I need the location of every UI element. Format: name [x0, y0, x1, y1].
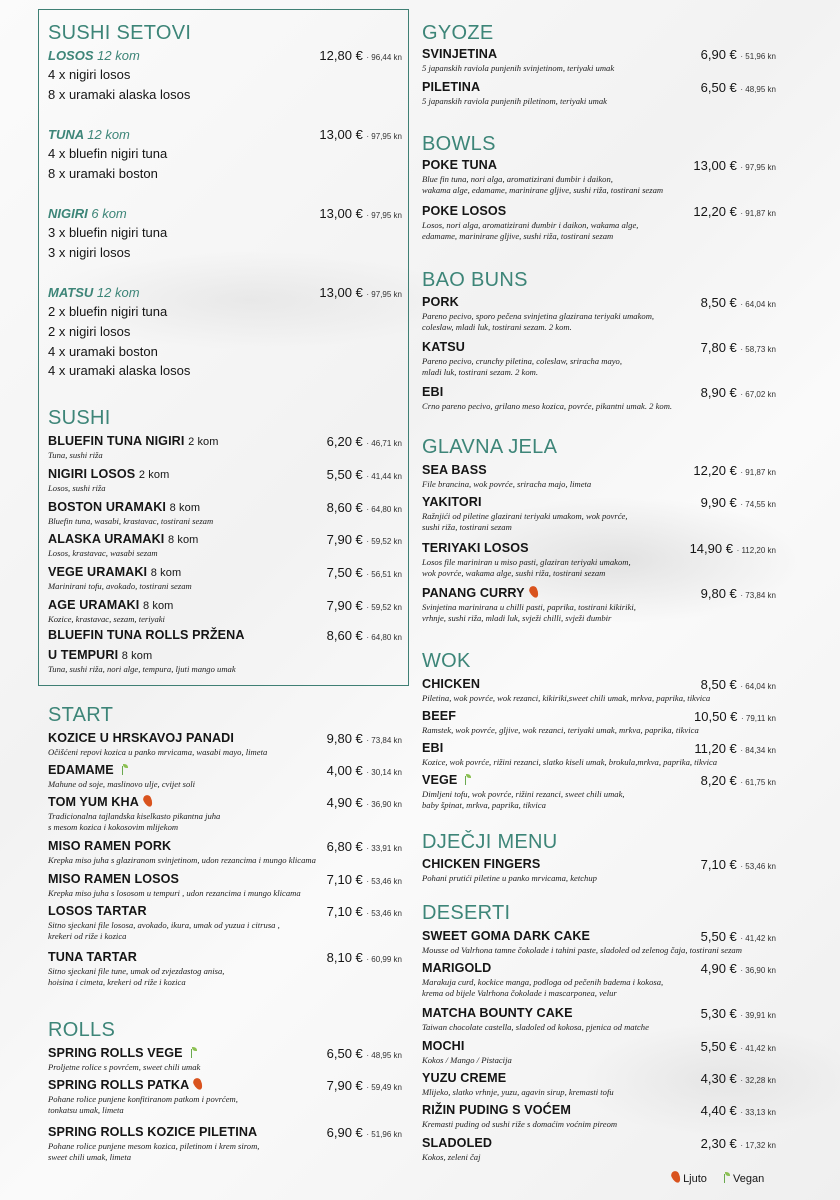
item-description: Ražnjići od piletine glazirani teriyaki umakom, wok povrće, sushi riža, tostirani sezam	[422, 511, 628, 532]
item-name: POKE TUNA	[422, 158, 498, 172]
item-description: Kokos, zeleni čaj	[422, 1152, 481, 1162]
item-description: Tuna, sushi riža, nori alge, tempura, ljuti mango umak	[48, 664, 236, 674]
item-name: PILETINA	[422, 80, 481, 94]
item-name: BEEF	[422, 709, 456, 723]
menu-item	[48, 872, 402, 898]
menu-item	[48, 434, 402, 460]
item-description: Kozice, krastavac, sezam, teriyaki	[48, 614, 165, 624]
menu-item	[422, 340, 776, 376]
price: 2,30 € · 17,32 kn	[700, 1136, 776, 1151]
menu-item	[422, 586, 776, 622]
price: 8,60 € · 64,80 kn	[326, 628, 402, 643]
item-description: Blue fin tuna, nori alga, aromatizirani đumbir i daikon, wakama alge, edamame, marinirane gljive, sushi riža, tostirani sezam	[422, 174, 664, 195]
item-description: Tradicionalna tajlandska kiselkasto pikantna juha s mesom kozica i kokosovim mlijekom	[48, 811, 221, 832]
item-name: SEA BASS	[422, 463, 487, 477]
item-name: CHICKEN FINGERS	[422, 857, 541, 871]
item-description: Mlijeko, slatko vrhnje, yuzu, agavin sirup, kremasti tofu	[422, 1087, 614, 1097]
price: 6,20 € · 46,71 kn	[326, 434, 402, 449]
item-name: AGE URAMAKI 8 kom	[48, 598, 174, 612]
price: 7,90 € · 59,52 kn	[326, 598, 402, 613]
set-name: TUNA 12 kom	[48, 127, 130, 142]
item-name: BLUEFIN TUNA ROLLS PRŽENA	[48, 628, 245, 642]
item-description: Losos file mariniran u miso pasti, glaziran teriyaki umakom, wok povrće, wakama alge, sushi riža, tostirani sezam	[422, 557, 631, 578]
price: 6,90 € · 51,96 kn	[326, 1125, 402, 1140]
item-description: Bluefin tuna, wasabi, krastavac, tostirani sezam	[48, 516, 214, 526]
item-description: Svinjetina marinirana u chilli pasti, paprika, tostirani kikiriki, vrhnje, sushi riža, mladi luk, svježi chilli, svježi đumbir	[422, 602, 636, 623]
item-description: Taiwan chocolate castella, sladoled od kokosa, pjenica od matche	[422, 1022, 649, 1032]
right-column	[422, 0, 776, 1200]
item-name: SLADOLED	[422, 1136, 493, 1150]
price: 13,00 € · 97,95 kn	[693, 158, 776, 173]
chili-icon	[192, 1077, 204, 1091]
menu-item	[48, 731, 402, 757]
price: 8,10 € · 60,99 kn	[326, 950, 402, 965]
item-description: Pohani prutići piletine u panko mrvicama, ketchup	[422, 873, 597, 883]
legend-vegan-label: Vegan	[733, 1173, 765, 1185]
item-name: EDAMAME	[48, 763, 128, 777]
menu-item	[422, 1136, 776, 1162]
price: 12,20 € · 91,87 kn	[693, 463, 776, 478]
set-item-matsu	[48, 285, 402, 385]
section-title-glavna-jela: GLAVNA JELA	[422, 436, 558, 458]
section-title-wok: WOK	[422, 650, 471, 672]
price: 12,20 € · 91,87 kn	[693, 204, 776, 219]
menu-item	[48, 1078, 402, 1114]
section-title-bao-buns: BAO BUNS	[422, 269, 528, 291]
price: 6,50 € · 48,95 kn	[700, 80, 776, 95]
item-name: SPRING ROLLS PATKA	[48, 1078, 202, 1092]
set-name: MATSU 12 kom	[48, 285, 140, 300]
price: 13,00 € · 97,95 kn	[319, 285, 402, 300]
item-description: Krepka miso juha s glaziranom svinjetinom, udon rezancima i mungo klicama	[48, 855, 316, 865]
set-line: 3 x bluefin nigiri tuna	[48, 225, 168, 240]
item-description: Marakuja curd, kockice manga, podloga od pečenih badema i kokosa, krema od bijele Valrhona čokolade i mascarponea, velur	[422, 977, 664, 998]
item-description: Sitno sjeckani file lososa, avokado, ikura, umak od yuzua i citrusa , krekeri od riže i kozica	[48, 920, 280, 941]
item-description: Proljetne rolice s povrćem, sweet chili umak	[48, 1062, 201, 1072]
menu-item	[48, 950, 402, 986]
item-description: Pareno pecivo, sporo pečena svinjetina glazirana teriyaki umakom, coleslaw, mladi luk, tostirani sezam. 2 kom.	[422, 311, 655, 332]
price: 4,40 € · 33,13 kn	[700, 1103, 776, 1118]
item-description: Piletina, wok povrće, wok rezanci, kikiriki,sweet chili umak, mrkva, paprika, tikvica	[422, 693, 711, 703]
item-description: Sitno sjeckani file tune, umak od zvjezdastog anisa, hoisina i cimeta, krekeri od riže i kozica	[48, 966, 225, 987]
set-line: 4 x nigiri losos	[48, 67, 131, 82]
set-name: NIGIRI 6 kom	[48, 206, 127, 221]
set-line: 2 x bluefin nigiri tuna	[48, 304, 168, 319]
set-line: 3 x nigiri losos	[48, 245, 131, 260]
item-name: TOM YUM KHA	[48, 795, 152, 809]
menu-item	[422, 1006, 776, 1032]
price: 7,10 € · 53,46 kn	[326, 904, 402, 919]
set-line: 4 x uramaki alaska losos	[48, 363, 191, 378]
menu-item	[422, 158, 776, 194]
price: 9,80 € · 73,84 kn	[326, 731, 402, 746]
item-description: Kokos / Mango / Pistacija	[422, 1055, 512, 1065]
menu-item	[422, 295, 776, 331]
item-description: Krepka miso juha s lososom u tempuri , udon rezancima i mungo klicama	[48, 888, 301, 898]
price: 8,20 € · 61,75 kn	[700, 773, 776, 788]
item-name: PANANG CURRY	[422, 586, 538, 600]
menu-item	[48, 795, 402, 831]
menu-item	[422, 1071, 776, 1097]
menu-item	[422, 961, 776, 997]
chili-icon	[142, 794, 154, 808]
item-name: POKE LOSOS	[422, 204, 507, 218]
item-name: VEGE	[422, 773, 471, 787]
price: 4,30 € · 32,28 kn	[700, 1071, 776, 1086]
item-description: Pohane rolice punjene mesom kozica, piletinom i krem sirom, sweet chili umak, limeta	[48, 1141, 260, 1162]
menu-item	[48, 598, 402, 624]
price: 9,90 € · 74,55 kn	[700, 495, 776, 510]
price: 8,50 € · 64,04 kn	[700, 677, 776, 692]
menu-item	[422, 929, 776, 955]
section-title-deserti: DESERTI	[422, 902, 511, 924]
item-name: SVINJETINA	[422, 47, 498, 61]
item-name: YAKITORI	[422, 495, 482, 509]
menu-item	[422, 1103, 776, 1129]
item-name: EBI	[422, 385, 444, 399]
item-name: KOZICE U HRSKAVOJ PANADI	[48, 731, 234, 745]
menu-item	[422, 541, 776, 577]
item-description: Losos, krastavac, wasabi sezam	[48, 548, 158, 558]
menu-item	[48, 1046, 402, 1072]
vegan-leaf-icon	[461, 774, 471, 785]
item-description: Tuna, sushi riža	[48, 450, 103, 460]
item-description: Crno pareno pecivo, grilano meso kozica, povrće, pikantni umak. 2 kom.	[422, 401, 673, 411]
price: 4,00 € · 30,14 kn	[326, 763, 402, 778]
price: 13,00 € · 97,95 kn	[319, 206, 402, 221]
price: 8,50 € · 64,04 kn	[700, 295, 776, 310]
item-description: Pohane rolice punjene konfitiranom patkom i povrćem, tonkatsu umak, limeta	[48, 1094, 238, 1115]
item-name: NIGIRI LOSOS 2 kom	[48, 467, 170, 481]
item-name: BOSTON URAMAKI 8 kom	[48, 500, 201, 514]
menu-item	[422, 80, 776, 106]
item-description: Mahune od soje, maslinovo ulje, cvijet soli	[48, 779, 196, 789]
menu-item	[422, 1039, 776, 1065]
menu-item	[422, 677, 776, 703]
price: 12,80 € · 96,44 kn	[319, 48, 402, 63]
item-description: Kozice, wok povrće, rižini rezanci, slatko kiseli umak, brokula,mrkva, paprika, tikvica	[422, 757, 718, 767]
menu-item	[422, 709, 776, 735]
section-title-start: START	[48, 704, 114, 726]
set-line: 4 x bluefin nigiri tuna	[48, 146, 168, 161]
menu-item	[48, 904, 402, 940]
menu-item	[48, 628, 402, 678]
item-description: Očišćeni repovi kozica u panko mrvicama, wasabi mayo, limeta	[48, 747, 268, 757]
item-description: Mousse od Valrhona tamne čokolade i tahini paste, sladoled od zelenog čaja, tostirani sezam	[422, 945, 742, 955]
price: 5,50 € · 41,42 kn	[700, 929, 776, 944]
price: 4,90 € · 36,90 kn	[326, 795, 402, 810]
item-name: YUZU CREME	[422, 1071, 507, 1085]
item-name-line2: U TEMPURI 8 kom	[48, 648, 153, 662]
item-name: TERIYAKI LOSOS	[422, 541, 529, 555]
item-name: MARIGOLD	[422, 961, 492, 975]
vegan-leaf-icon	[118, 764, 128, 775]
item-description: Losos, nori alga, aromatizirani đumbir i daikon, wakama alge, edamame, marinirane gljive, sushi riža, tostirani sezam	[422, 220, 639, 241]
menu-item	[422, 857, 776, 883]
item-description: Pareno pecivo, crunchy piletina, coleslaw, sriracha mayo, mladi luk, tostirani sezam. 2 kom.	[422, 356, 622, 377]
menu-item	[48, 763, 402, 789]
menu-item	[422, 204, 776, 240]
legend	[672, 1171, 764, 1185]
menu-item	[422, 495, 776, 531]
item-description: 5 japanskih raviola punjenih piletinom, teriyaki umak	[422, 96, 607, 106]
menu-item	[422, 385, 776, 411]
price: 10,50 € · 79,11 kn	[694, 709, 776, 724]
set-line: 8 x uramaki boston	[48, 166, 158, 181]
item-name: RIŽIN PUDING S VOĆEM	[422, 1103, 571, 1117]
menu-item	[48, 565, 402, 591]
section-title-gyoze: GYOZE	[422, 22, 494, 44]
price: 8,90 € · 67,02 kn	[700, 385, 776, 400]
price: 11,20 € · 84,34 kn	[694, 741, 776, 756]
price: 7,80 € · 58,73 kn	[700, 340, 776, 355]
section-title-sushi: SUSHI	[48, 407, 111, 429]
item-name: SWEET GOMA DARK CAKE	[422, 929, 591, 943]
set-item-nigiri	[48, 206, 402, 266]
item-description: Dimljeni tofu, wok povrće, rižini rezanci, sweet chili umak, baby špinat, mrkva, paprika, tikvica	[422, 789, 625, 810]
set-line: 8 x uramaki alaska losos	[48, 87, 191, 102]
item-name: MATCHA BOUNTY CAKE	[422, 1006, 573, 1020]
item-name: ALASKA URAMAKI 8 kom	[48, 532, 199, 546]
legend-spicy-label: Ljuto	[683, 1173, 707, 1185]
price: 6,50 € · 48,95 kn	[326, 1046, 402, 1061]
item-name: BLUEFIN TUNA NIGIRI 2 kom	[48, 434, 219, 448]
item-name: EBI	[422, 741, 444, 755]
item-name: PORK	[422, 295, 459, 309]
item-name: TUNA TARTAR	[48, 950, 138, 964]
price: 7,10 € · 53,46 kn	[326, 872, 402, 887]
vegan-leaf-icon	[720, 1172, 730, 1183]
price: 7,50 € · 56,51 kn	[326, 565, 402, 580]
vegan-leaf-icon	[187, 1047, 197, 1058]
price: 13,00 € · 97,95 kn	[319, 127, 402, 142]
menu-item	[48, 467, 402, 493]
price: 14,90 € · 112,20 kn	[689, 541, 776, 556]
price: 7,90 € · 59,49 kn	[326, 1078, 402, 1093]
set-item-tuna	[48, 127, 402, 187]
section-title-sushi-setovi: SUSHI SETOVI	[48, 22, 192, 44]
item-name: SPRING ROLLS VEGE	[48, 1046, 197, 1060]
section-title-rolls: ROLLS	[48, 1019, 116, 1041]
price: 4,90 € · 36,90 kn	[700, 961, 776, 976]
price: 5,30 € · 39,91 kn	[700, 1006, 776, 1021]
item-description: Ramstek, wok povrće, gljive, wok rezanci, teriyaki umak, mrkva, paprika, tikvica	[422, 725, 699, 735]
menu-item	[422, 463, 776, 489]
item-name: LOSOS TARTAR	[48, 904, 147, 918]
price: 7,10 € · 53,46 kn	[700, 857, 776, 872]
chili-icon	[670, 1170, 682, 1184]
price: 7,90 € · 59,52 kn	[326, 532, 402, 547]
section-title-djecji-menu: DJEČJI MENU	[422, 831, 558, 853]
price: 5,50 € · 41,42 kn	[700, 1039, 776, 1054]
price: 8,60 € · 64,80 kn	[326, 500, 402, 515]
price: 6,80 € · 33,91 kn	[326, 839, 402, 854]
price: 5,50 € · 41,44 kn	[326, 467, 402, 482]
item-name: VEGE URAMAKI 8 kom	[48, 565, 182, 579]
menu-item	[422, 741, 776, 767]
item-description: File brancina, wok povrće, sriracha majo, limeta	[422, 479, 592, 489]
menu-item	[48, 500, 402, 526]
set-name: LOSOS 12 kom	[48, 48, 140, 63]
chili-icon	[527, 585, 539, 599]
menu-item	[422, 773, 776, 809]
item-description: Kremasti puding od sushi riže s domaćim voćnim pireom	[422, 1119, 618, 1129]
item-name: MISO RAMEN PORK	[48, 839, 172, 853]
item-description: Losos, sushi riža	[48, 483, 106, 493]
item-name: MISO RAMEN LOSOS	[48, 872, 180, 886]
section-title-bowls: BOWLS	[422, 133, 496, 155]
item-description: 5 japanskih raviola punjenih svinjetinom, teriyaki umak	[422, 63, 615, 73]
item-name: SPRING ROLLS KOZICE PILETINA	[48, 1125, 258, 1139]
set-line: 4 x uramaki boston	[48, 344, 158, 359]
item-name: CHICKEN	[422, 677, 481, 691]
item-name: MOCHI	[422, 1039, 465, 1053]
set-item-losos	[48, 48, 402, 108]
item-name: KATSU	[422, 340, 465, 354]
menu-item	[48, 1125, 402, 1161]
price: 6,90 € · 51,96 kn	[700, 47, 776, 62]
menu-item	[48, 532, 402, 558]
price: 9,80 € · 73,84 kn	[700, 586, 776, 601]
menu-item	[48, 839, 402, 865]
menu-item	[422, 47, 776, 73]
set-line: 2 x nigiri losos	[48, 324, 131, 339]
item-description: Marinirani tofu, avokado, tostirani sezam	[48, 581, 192, 591]
left-column	[48, 0, 402, 1200]
